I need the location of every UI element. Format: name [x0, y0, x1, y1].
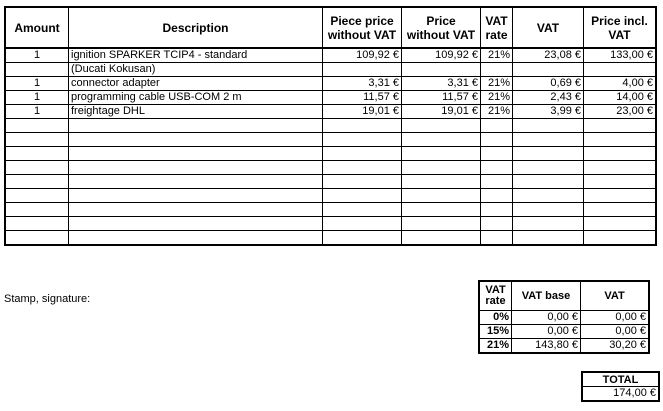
- cell-piece-price: [323, 231, 402, 246]
- table-row: [5, 203, 656, 217]
- cell-amount: [5, 189, 69, 203]
- cell-price: [402, 147, 481, 161]
- cell-vat: [513, 147, 584, 161]
- header-price-incl: Price incl. VAT: [584, 7, 657, 48]
- cell-vat: [513, 217, 584, 231]
- cell-price: [402, 175, 481, 189]
- table-row: [5, 91, 656, 105]
- cell-vat: [513, 203, 584, 217]
- cell-piece-price: [323, 147, 402, 161]
- cell-price: [402, 119, 481, 133]
- cell-vat-rate: [481, 161, 513, 175]
- cell-vat-rate: [481, 175, 513, 189]
- cell-price-incl: [584, 161, 657, 175]
- cell-price: [402, 133, 481, 147]
- cell-price-incl: [584, 231, 657, 246]
- cell-vat: [513, 189, 584, 203]
- cell-price-incl: [584, 133, 657, 147]
- cell-description: connector adapter: [69, 77, 323, 91]
- cell-vat: [513, 161, 584, 175]
- header-vat-rate: VAT rate: [481, 7, 513, 48]
- cell-vat: 3,99 €: [513, 105, 584, 119]
- items-table: [4, 6, 657, 246]
- cell-description: [69, 161, 323, 175]
- cell-price-incl: [584, 63, 657, 77]
- cell-vat: [513, 119, 584, 133]
- cell-vat-rate: [481, 63, 513, 77]
- cell-vat-rate: [481, 147, 513, 161]
- cell-piece-price: [323, 203, 402, 217]
- cell-piece-price: [323, 63, 402, 77]
- cell-vat: 23,08 €: [513, 48, 584, 63]
- cell-amount: [5, 203, 69, 217]
- table-row: [5, 147, 656, 161]
- cell-price: [402, 63, 481, 77]
- cell-vat-rate: [481, 189, 513, 203]
- cell-piece-price: [323, 161, 402, 175]
- cell-vat-rate: [481, 133, 513, 147]
- items-header-row: [5, 7, 656, 48]
- cell-amount: [5, 175, 69, 189]
- cell-price: [402, 217, 481, 231]
- cell-price: [402, 203, 481, 217]
- vat-summary-base: 0,00 €: [512, 325, 581, 339]
- header-amount: Amount: [5, 7, 69, 48]
- table-row: [5, 133, 656, 147]
- cell-piece-price: 19,01 €: [323, 105, 402, 119]
- table-row: [5, 77, 656, 91]
- cell-price: [402, 161, 481, 175]
- cell-description: freightage DHL: [69, 105, 323, 119]
- vat-summary-row: [479, 311, 649, 325]
- header-piece-price: Piece price without VAT: [323, 7, 402, 48]
- total-box: [581, 371, 660, 402]
- vat-summary-base: 143,80 €: [512, 339, 581, 354]
- cell-amount: [5, 231, 69, 246]
- cell-price: 109,92 €: [402, 48, 481, 63]
- cell-description: [69, 231, 323, 246]
- vat-summary-header-base: VAT base: [512, 281, 581, 311]
- cell-amount: [5, 161, 69, 175]
- cell-price-incl: 4,00 €: [584, 77, 657, 91]
- cell-price: 11,57 €: [402, 91, 481, 105]
- cell-price: 3,31 €: [402, 77, 481, 91]
- cell-piece-price: 11,57 €: [323, 91, 402, 105]
- cell-description: ignition SPARKER TCIP4 - standard: [69, 48, 323, 63]
- vat-summary-body: [479, 311, 649, 354]
- cell-description: [69, 133, 323, 147]
- cell-price-incl: [584, 203, 657, 217]
- cell-amount: [5, 133, 69, 147]
- cell-piece-price: [323, 189, 402, 203]
- cell-description: programming cable USB-COM 2 m: [69, 91, 323, 105]
- cell-vat-rate: [481, 119, 513, 133]
- cell-price: [402, 189, 481, 203]
- stamp-signature-label: Stamp, signature:: [4, 293, 91, 305]
- vat-summary-vat: 30,20 €: [581, 339, 650, 354]
- table-row: [5, 217, 656, 231]
- vat-summary-base: 0,00 €: [512, 311, 581, 325]
- vat-summary-rate: 0%: [479, 311, 512, 325]
- table-row: [5, 119, 656, 133]
- cell-vat-rate: 21%: [481, 48, 513, 63]
- cell-vat-rate: 21%: [481, 77, 513, 91]
- vat-summary-header-vat: VAT: [581, 281, 650, 311]
- cell-amount: 1: [5, 91, 69, 105]
- cell-vat: [513, 133, 584, 147]
- vat-summary-rate: 21%: [479, 339, 512, 354]
- cell-amount: 1: [5, 77, 69, 91]
- table-row: [5, 231, 656, 246]
- header-vat: VAT: [513, 7, 584, 48]
- cell-price-incl: 133,00 €: [584, 48, 657, 63]
- vat-summary-header-row: [479, 281, 649, 311]
- table-row: [5, 189, 656, 203]
- cell-piece-price: [323, 217, 402, 231]
- cell-vat-rate: 21%: [481, 105, 513, 119]
- cell-vat-rate: [481, 203, 513, 217]
- vat-summary-header-rate: VAT rate: [479, 281, 512, 311]
- cell-amount: 1: [5, 48, 69, 63]
- vat-summary-row: [479, 339, 649, 354]
- cell-price-incl: [584, 189, 657, 203]
- vat-summary-vat: 0,00 €: [581, 311, 650, 325]
- cell-price-incl: [584, 119, 657, 133]
- table-row: [5, 105, 656, 119]
- cell-description: [69, 203, 323, 217]
- cell-price-incl: [584, 175, 657, 189]
- header-description: Description: [69, 7, 323, 48]
- vat-summary-rate: 15%: [479, 325, 512, 339]
- cell-price-incl: 14,00 €: [584, 91, 657, 105]
- cell-price-incl: [584, 217, 657, 231]
- items-body: [5, 48, 656, 245]
- cell-price: 19,01 €: [402, 105, 481, 119]
- cell-amount: [5, 147, 69, 161]
- total-value: 174,00 €: [582, 387, 659, 402]
- cell-piece-price: [323, 133, 402, 147]
- cell-vat-rate: [481, 231, 513, 246]
- cell-vat: [513, 175, 584, 189]
- cell-vat: [513, 63, 584, 77]
- cell-piece-price: [323, 119, 402, 133]
- cell-description: [69, 119, 323, 133]
- header-price: Price without VAT: [402, 7, 481, 48]
- table-row: [5, 63, 656, 77]
- cell-amount: 1: [5, 105, 69, 119]
- cell-description: [69, 147, 323, 161]
- cell-description: [69, 189, 323, 203]
- cell-piece-price: [323, 175, 402, 189]
- cell-price-incl: 23,00 €: [584, 105, 657, 119]
- cell-vat: 0,69 €: [513, 77, 584, 91]
- table-row: [5, 48, 656, 63]
- cell-amount: [5, 217, 69, 231]
- cell-vat-rate: [481, 217, 513, 231]
- table-row: [5, 161, 656, 175]
- table-row: [5, 175, 656, 189]
- cell-amount: [5, 119, 69, 133]
- cell-piece-price: 3,31 €: [323, 77, 402, 91]
- cell-vat-rate: 21%: [481, 91, 513, 105]
- total-label: TOTAL: [582, 372, 659, 387]
- vat-summary-vat: 0,00 €: [581, 325, 650, 339]
- cell-description: [69, 175, 323, 189]
- cell-amount: [5, 63, 69, 77]
- cell-price: [402, 231, 481, 246]
- cell-piece-price: 109,92 €: [323, 48, 402, 63]
- vat-summary-row: [479, 325, 649, 339]
- cell-description: (Ducati Kokusan): [69, 63, 323, 77]
- cell-vat: 2,43 €: [513, 91, 584, 105]
- cell-price-incl: [584, 147, 657, 161]
- cell-vat: [513, 231, 584, 246]
- cell-description: [69, 217, 323, 231]
- vat-summary-table: [478, 280, 650, 354]
